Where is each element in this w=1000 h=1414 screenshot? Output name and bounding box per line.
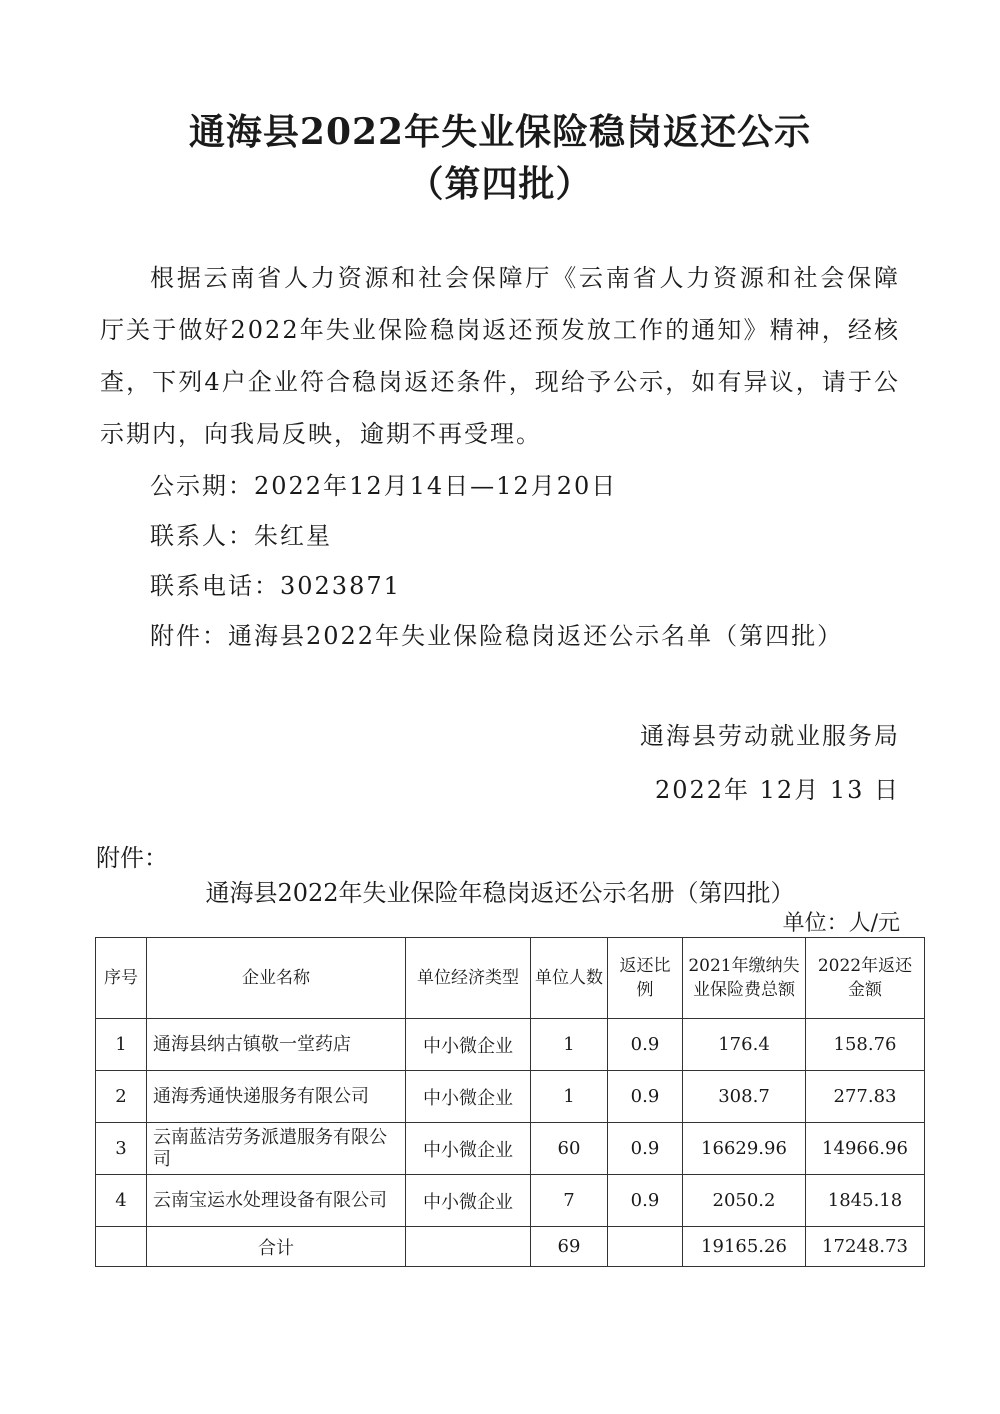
annex-label: 附件： bbox=[96, 844, 168, 872]
cell-paid: 2050.2 bbox=[683, 1175, 806, 1227]
cell-type: 中小微企业 bbox=[406, 1175, 531, 1227]
cell-paid: 176.4 bbox=[683, 1019, 806, 1071]
notice-period: 公示期：2022年12月14日—12月20日 bbox=[150, 472, 618, 500]
cell-paid: 16629.96 bbox=[683, 1123, 806, 1175]
table-row bbox=[96, 1071, 925, 1123]
issue-date: 2022年 12月 13 日 bbox=[654, 776, 900, 804]
cell-refund: 1845.18 bbox=[806, 1175, 925, 1227]
cell-ratio: 0.9 bbox=[608, 1071, 683, 1123]
cell-empty bbox=[96, 1227, 147, 1267]
cell-no: 1 bbox=[96, 1019, 147, 1071]
header-count: 单位人数 bbox=[531, 938, 608, 1019]
cell-count: 1 bbox=[531, 1071, 608, 1123]
cell-name: 云南蓝洁劳务派遣服务有限公司 bbox=[147, 1123, 406, 1175]
table-row bbox=[96, 1019, 925, 1071]
doc-title: 通海县2022年失业保险稳岗返还公示 bbox=[188, 111, 812, 153]
cell-type: 中小微企业 bbox=[406, 1019, 531, 1071]
cell-no: 4 bbox=[96, 1175, 147, 1227]
header-type: 单位经济类型 bbox=[406, 938, 531, 1019]
cell-no: 2 bbox=[96, 1071, 147, 1123]
table-total-row bbox=[96, 1227, 925, 1267]
table-header-row bbox=[96, 938, 925, 1019]
table-row bbox=[96, 1175, 925, 1227]
body-paragraph: 根据云南省人力资源和社会保障厅《云南省人力资源和社会保障厅关于做好2022年失业保险稳岗返还预发放工作的通知》精神，经核查，下列4户企业符合稳岗返还条件，现给予公示，如有异议，请于公示期内，向我局反映，逾期不再受理。 bbox=[100, 264, 900, 448]
cell-empty bbox=[608, 1227, 683, 1267]
header-no: 序号 bbox=[96, 938, 147, 1019]
cell-name: 通海县纳古镇敬一堂药店 bbox=[147, 1019, 406, 1071]
attachment-note: 附件：通海县2022年失业保险稳岗返还公示名单（第四批） bbox=[150, 622, 844, 650]
cell-count: 60 bbox=[531, 1123, 608, 1175]
cell-empty bbox=[406, 1227, 531, 1267]
header-refund: 2022年返还金额 bbox=[806, 938, 925, 1019]
cell-ratio: 0.9 bbox=[608, 1123, 683, 1175]
header-ratio: 返还比例 bbox=[608, 938, 683, 1019]
cell-count: 1 bbox=[531, 1019, 608, 1071]
total-label: 合计 bbox=[147, 1227, 406, 1267]
header-paid: 2021年缴纳失业保险费总额 bbox=[683, 938, 806, 1019]
contact-phone: 联系电话：3023871 bbox=[150, 572, 401, 600]
doc-subtitle: （第四批） bbox=[407, 163, 593, 205]
cell-ratio: 0.9 bbox=[608, 1019, 683, 1071]
total-refund: 17248.73 bbox=[806, 1227, 925, 1267]
header-name: 企业名称 bbox=[147, 938, 406, 1019]
cell-refund: 277.83 bbox=[806, 1071, 925, 1123]
cell-name: 云南宝运水处理设备有限公司 bbox=[147, 1175, 406, 1227]
total-paid: 19165.26 bbox=[683, 1227, 806, 1267]
cell-refund: 158.76 bbox=[806, 1019, 925, 1071]
cell-name: 通海秀通快递服务有限公司 bbox=[147, 1071, 406, 1123]
issuer-name: 通海县劳动就业服务局 bbox=[640, 722, 900, 750]
total-count: 69 bbox=[531, 1227, 608, 1267]
cell-refund: 14966.96 bbox=[806, 1123, 925, 1175]
table-row bbox=[96, 1123, 925, 1175]
cell-no: 3 bbox=[96, 1123, 147, 1175]
contact-person: 联系人：朱红星 bbox=[150, 522, 332, 550]
cell-paid: 308.7 bbox=[683, 1071, 806, 1123]
annex-unit: 单位：人/元 bbox=[782, 911, 900, 936]
cell-ratio: 0.9 bbox=[608, 1175, 683, 1227]
cell-count: 7 bbox=[531, 1175, 608, 1227]
cell-type: 中小微企业 bbox=[406, 1123, 531, 1175]
cell-type: 中小微企业 bbox=[406, 1071, 531, 1123]
refund-table bbox=[95, 937, 925, 1267]
annex-title: 通海县2022年失业保险年稳岗返还公示名册（第四批） bbox=[205, 879, 795, 907]
